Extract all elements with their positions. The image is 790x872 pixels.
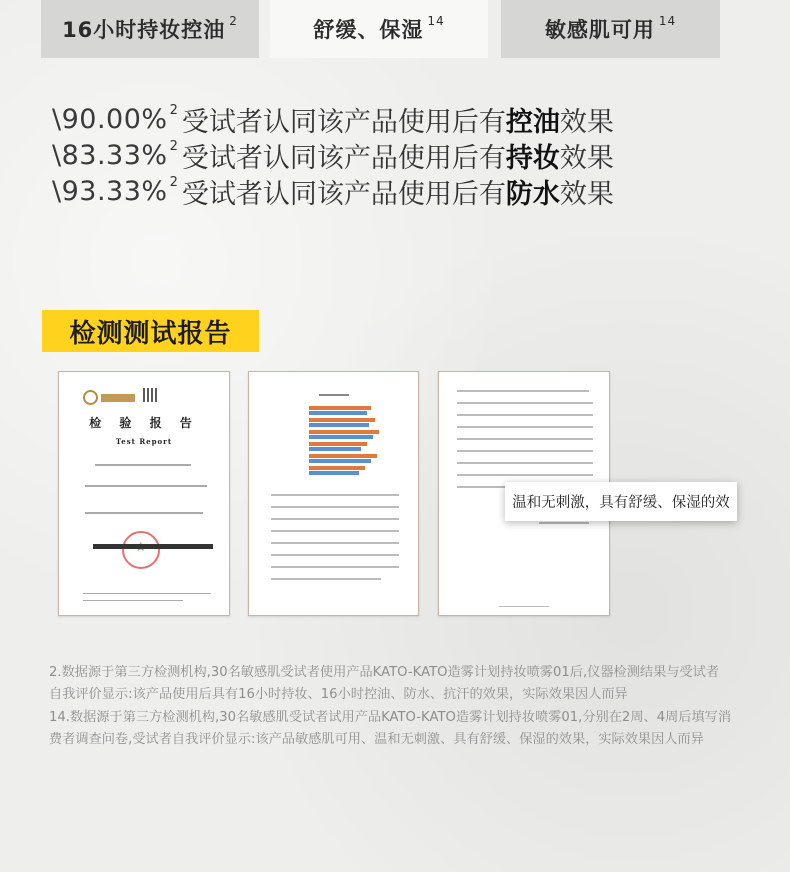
doc-text-line [271,494,399,496]
stat-text: 受试者认同该产品使用后有 [181,142,506,174]
stat-oil-control [52,101,614,137]
stat-footnote-mark: 2 [169,102,178,118]
doc-text-line [271,554,399,556]
page-number-line [499,606,549,607]
tab-sensitive-skin[interactable] [501,0,720,58]
doc-line [95,464,191,466]
stat-prefix: \ [52,103,62,135]
doc-text-line [457,414,593,416]
report-title-en: Test Report [115,437,173,446]
stat-footnote-mark: 2 [169,174,178,190]
stat-highlight: 控油 [505,106,560,138]
doc-text-line [457,450,593,452]
stat-prefix: \ [52,139,62,171]
doc-text-line [457,474,593,476]
doc-text-line [271,566,399,568]
doc-line [83,593,211,594]
doc-text-line [457,462,593,464]
stat-suffix: 效果 [559,106,614,138]
stat-makeup-hold [52,137,614,173]
tab-footnote-mark: 2 [229,14,238,28]
stat-percent: 83.33% [61,139,168,171]
doc-text-line [271,578,381,580]
stat-text: 受试者认同该产品使用后有 [181,106,506,138]
doc-text-line [271,530,399,532]
stat-footnote-mark: 2 [169,138,178,154]
tab-label: 敏感肌可用 [544,18,655,42]
report-excerpt-callout: 温和无刺激，具有舒缓、保湿的效 [505,482,737,521]
stat-percent: 93.33% [61,175,168,207]
report-card-chart[interactable] [248,371,419,616]
stat-highlight: 防水 [505,178,560,210]
tab-soothing-moisturizing[interactable] [270,0,488,58]
chart-bar [309,430,379,434]
section-heading: 检测测试报告 [42,310,259,352]
chart-bar [309,423,369,427]
chart-title-line [319,394,349,396]
stat-text: 受试者认同该产品使用后有 [181,178,506,210]
chart-bar [309,435,373,439]
chart-bar [309,454,377,458]
footnote-14-line-1: 14.数据源于第三方检测机构,30名敏感肌受试者试用产品KATO-KATO造雾计划持妆喷雾01,分别在2周、4周后填写消 [49,710,732,725]
chart-bar [309,418,375,422]
doc-line [85,512,203,514]
doc-text-line [271,506,399,508]
signature-line [539,522,589,524]
chart-bar [309,411,367,415]
doc-text-line [457,438,593,440]
footnote-2-line-2: 自我评价显示:该产品使用后具有16小时持妆、16小时控油、防水、抗汗的效果，实际效果因人而异 [49,687,628,702]
chart-bar [309,447,361,451]
stat-highlight: 持妆 [505,142,560,174]
lab-logo [83,390,135,405]
doc-line [83,600,183,601]
report-title: 检 验 报 告 [89,416,199,430]
chart-bar [309,471,359,475]
stat-prefix: \ [52,175,62,207]
tab-16h-oil-control[interactable] [41,0,259,58]
stat-suffix: 效果 [559,178,614,210]
doc-text-line [457,390,589,392]
stat-percent: 90.00% [61,103,168,135]
doc-text-line [271,542,399,544]
chart-bar [309,466,365,470]
doc-text-line [271,518,399,520]
chart-bar [309,442,367,446]
footnote-2-line-1: 2.数据源于第三方检测机构,30名敏感肌受试者使用产品KATO-KATO造雾计划持妆喷雾01后,仪器检测结果与受试者 [49,665,720,680]
qr-code-icon [143,388,157,402]
tab-label: 舒缓、保湿 [313,18,424,42]
company-name-line [93,544,213,549]
tab-footnote-mark: 14 [658,14,677,28]
chart-bar [309,459,371,463]
doc-line [85,485,207,487]
doc-text-line [457,426,593,428]
stat-waterproof [52,173,614,209]
footnote-14-line-2: 费者调查问卷,受试者自我评价显示:该产品敏感肌可用、温和无刺激、具有舒缓、保湿的效果，实际效果因人而异 [49,732,704,747]
tab-label: 16小时持妆控油 [62,18,226,42]
report-card-cover[interactable] [58,371,230,616]
tab-footnote-mark: 14 [427,14,445,28]
stat-suffix: 效果 [559,142,614,174]
chart-bar [309,406,371,410]
doc-text-line [457,402,593,404]
official-stamp-icon [122,531,160,569]
